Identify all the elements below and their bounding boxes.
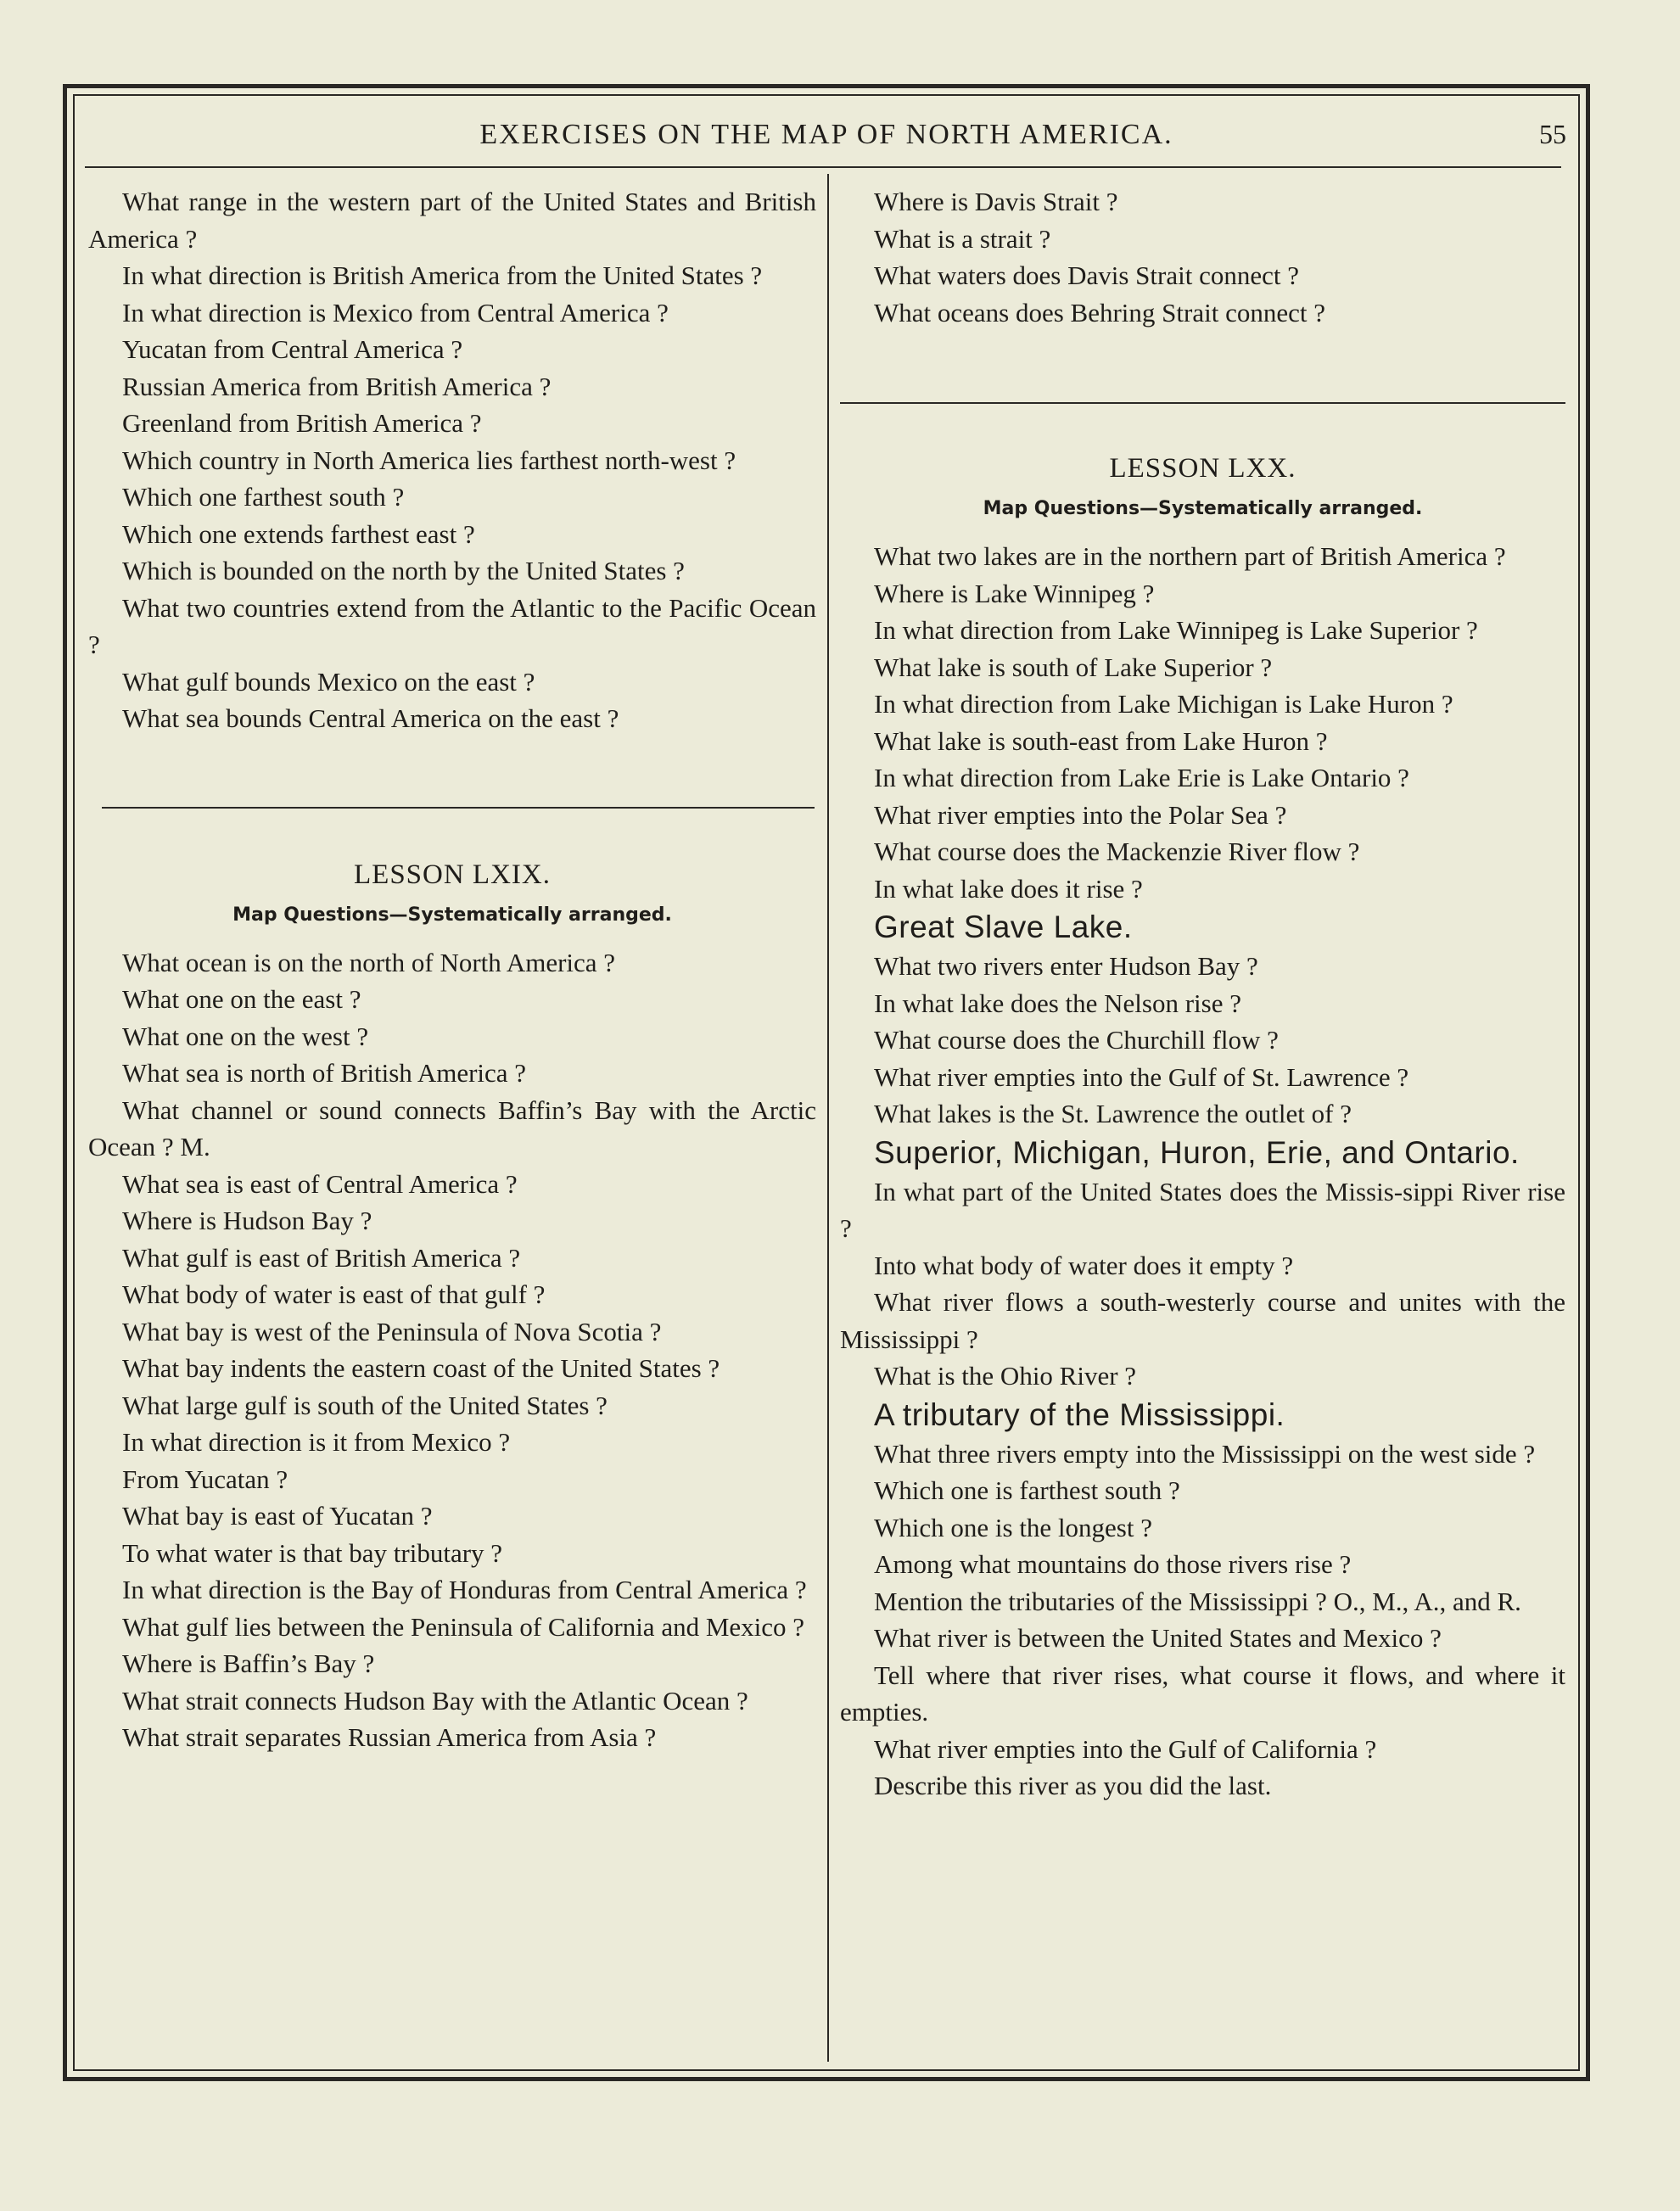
question: Among what mountains do those rivers rise ? <box>874 1549 1352 1579</box>
question: Which is bounded on the north by the United States ? <box>122 556 685 585</box>
question: What river is between the United States and Mexico ? <box>874 1623 1442 1653</box>
question: Where is Lake Winnipeg ? <box>874 578 1155 608</box>
question: Where is Davis Strait ? <box>874 187 1118 216</box>
question: What gulf lies between the Peninsula of California and Mexico ? <box>122 1611 805 1642</box>
question: In what direction from Lake Erie is Lake Ontario ? <box>874 763 1409 792</box>
page-title: EXERCISES ON THE MAP OF NORTH AMERICA. <box>479 119 1173 150</box>
question: Which one is the longest ? <box>874 1512 1152 1542</box>
question: What one on the west ? <box>122 1021 369 1051</box>
question: In what direction is it from Mexico ? <box>122 1427 511 1457</box>
question: Which one farthest south ? <box>122 482 405 512</box>
question: What waters does Davis Strait connect ? <box>874 260 1299 290</box>
question: In what lake does it rise ? <box>874 873 1143 904</box>
question: What course does the Mackenzie River flow ? <box>874 837 1360 866</box>
question: What is a strait ? <box>874 223 1051 254</box>
question: In what direction is British America from the United States ? <box>122 260 763 290</box>
section-rule <box>840 402 1565 404</box>
question: Into what body of water does it empty ? <box>874 1250 1294 1280</box>
section-rule <box>102 807 815 809</box>
question: What river flows a south-westerly course and unites with the Mississippi ? <box>840 1287 1565 1354</box>
question: What two countries extend from the Atlantic to the Pacific Ocean ? <box>88 592 816 659</box>
question: Where is Hudson Bay ? <box>122 1206 372 1235</box>
question: What ocean is on the north of North America ? <box>122 947 616 977</box>
page-number: 55 <box>1539 119 1566 149</box>
question: What three rivers empty into the Mississippi on the west side ? <box>874 1438 1536 1469</box>
answer: Great Slave Lake. <box>874 910 1133 944</box>
question: In what direction is Mexico from Central America ? <box>122 297 669 327</box>
question: What river empties into the Gulf of California ? <box>874 1733 1377 1764</box>
question: In what part of the United States does the Missis-sippi River rise ? <box>840 1176 1565 1243</box>
question: Russian America from British America ? <box>122 371 552 401</box>
question: What bay indents the eastern coast of the United States ? <box>122 1353 720 1383</box>
answer: A tributary of the Mississippi. <box>874 1397 1285 1432</box>
question: Mention the tributaries of the Mississippi ? O., M., A., and R. <box>874 1586 1521 1616</box>
question: In what direction is the Bay of Honduras from Central America ? <box>122 1575 807 1604</box>
question: What lake is south of Lake Superior ? <box>874 652 1273 682</box>
question: What gulf bounds Mexico on the east ? <box>122 666 535 697</box>
question: What sea bounds Central America on the east ? <box>122 703 619 733</box>
lesson-69-title: LESSON LXIX. <box>354 859 551 890</box>
question: What river empties into the Gulf of St. Lawrence ? <box>874 1061 1409 1092</box>
question: What two rivers enter Hudson Bay ? <box>874 951 1258 981</box>
question: What two lakes are in the northern part of British America ? <box>874 541 1506 571</box>
lesson-70-title: LESSON LXX. <box>1109 453 1296 484</box>
question: What is the Ohio River ? <box>874 1361 1137 1391</box>
lesson-69-subtitle: Map Questions—Systematically arranged. <box>232 904 672 926</box>
answer: Superior, Michigan, Huron, Erie, and Ontario. <box>874 1134 1520 1170</box>
question: In what direction from Lake Winnipeg is Lake Superior ? <box>874 615 1478 645</box>
question: Greenland from British America ? <box>122 408 482 438</box>
question: In what lake does the Nelson rise ? <box>874 988 1242 1018</box>
running-header <box>73 119 1580 153</box>
right-column <box>840 183 1565 1805</box>
question: What bay is west of the Peninsula of Nova Scotia ? <box>122 1316 662 1346</box>
question: What lakes is the St. Lawrence the outlet of ? <box>874 1099 1352 1128</box>
question: What bay is east of Yucatan ? <box>122 1501 433 1531</box>
question: What strait separates Russian America from Asia ? <box>122 1722 657 1752</box>
question: Where is Baffin’s Bay ? <box>122 1648 375 1678</box>
question: What river empties into the Polar Sea ? <box>874 799 1287 830</box>
header-rule <box>85 166 1561 168</box>
question: Which country in North America lies farthest north-west ? <box>122 445 736 475</box>
question: What course does the Churchill flow ? <box>874 1025 1279 1055</box>
question: In what direction from Lake Michigan is Lake Huron ? <box>874 689 1453 719</box>
question: Which one extends farthest east ? <box>122 518 475 549</box>
question: What large gulf is south of the United States ? <box>122 1390 608 1420</box>
question: Which one is farthest south ? <box>874 1475 1180 1505</box>
question: From Yucatan ? <box>122 1464 288 1494</box>
question: What lake is south-east from Lake Huron ? <box>874 725 1328 756</box>
column-divider <box>827 174 829 2062</box>
lesson-70-subtitle: Map Questions—Systematically arranged. <box>983 498 1423 519</box>
question: Describe this river as you did the last. <box>874 1771 1272 1800</box>
question: What body of water is east of that gulf ? <box>122 1279 546 1309</box>
question: What sea is east of Central America ? <box>122 1168 518 1199</box>
question: What sea is north of British America ? <box>122 1058 527 1088</box>
question: To what water is that bay tributary ? <box>122 1537 503 1568</box>
question: What channel or sound connects Baffin’s Bay with the Arctic Ocean ? M. <box>88 1094 816 1161</box>
question: What one on the east ? <box>122 984 361 1014</box>
question: What oceans does Behring Strait connect ? <box>874 297 1325 327</box>
question: Yucatan from Central America ? <box>122 334 463 364</box>
question: What range in the western part of the United States and British America ? <box>88 187 816 254</box>
question: What gulf is east of British America ? <box>122 1242 521 1273</box>
left-column <box>88 183 816 1756</box>
question: Tell where that river rises, what course it flows, and where it empties. <box>840 1660 1565 1727</box>
question: What strait connects Hudson Bay with the Atlantic Ocean ? <box>122 1685 748 1716</box>
